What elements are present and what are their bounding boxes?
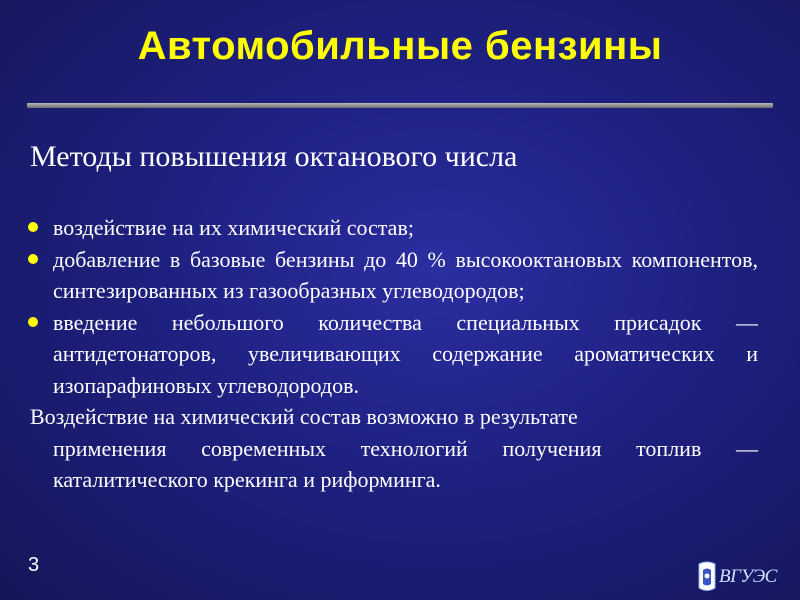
bullet-text: воздействие на их химический состав; bbox=[53, 215, 414, 240]
bullet-dot-icon bbox=[28, 222, 38, 232]
university-logo bbox=[695, 560, 775, 594]
bullet-item bbox=[0, 244, 800, 307]
bullet-item bbox=[0, 212, 800, 244]
bullet-dot-icon bbox=[28, 254, 38, 264]
paragraph-continuation: применения современных технологий получения топлив — каталитического крекинга и риформинга. bbox=[53, 435, 758, 492]
paragraph-first-line: Воздействие на химический состав возможно в результате bbox=[30, 404, 578, 429]
bullet-text: введение небольшого количества специальных присадок — антидетонаторов, увеличивающих содержание ароматических и изопарафиновых углеводородов. bbox=[53, 309, 758, 398]
summary-paragraph bbox=[0, 401, 800, 496]
university-emblem-icon bbox=[695, 560, 719, 594]
bullet-text: добавление в базовые бензины до 40 % высокооктановых компонентов, синтезированных из газообразных углеводородов; bbox=[53, 246, 758, 303]
slide-title: Автомобильные бензины bbox=[137, 24, 663, 68]
bullet-item bbox=[0, 307, 800, 402]
bullet-list bbox=[0, 212, 800, 401]
slide-content bbox=[0, 212, 800, 496]
bullet-dot-icon bbox=[28, 317, 38, 327]
logo-text: ВГУЭС bbox=[719, 566, 777, 587]
slide-subtitle: Методы повышения октанового числа bbox=[30, 140, 518, 173]
title-divider bbox=[27, 103, 773, 108]
page-number: 3 bbox=[28, 554, 40, 576]
